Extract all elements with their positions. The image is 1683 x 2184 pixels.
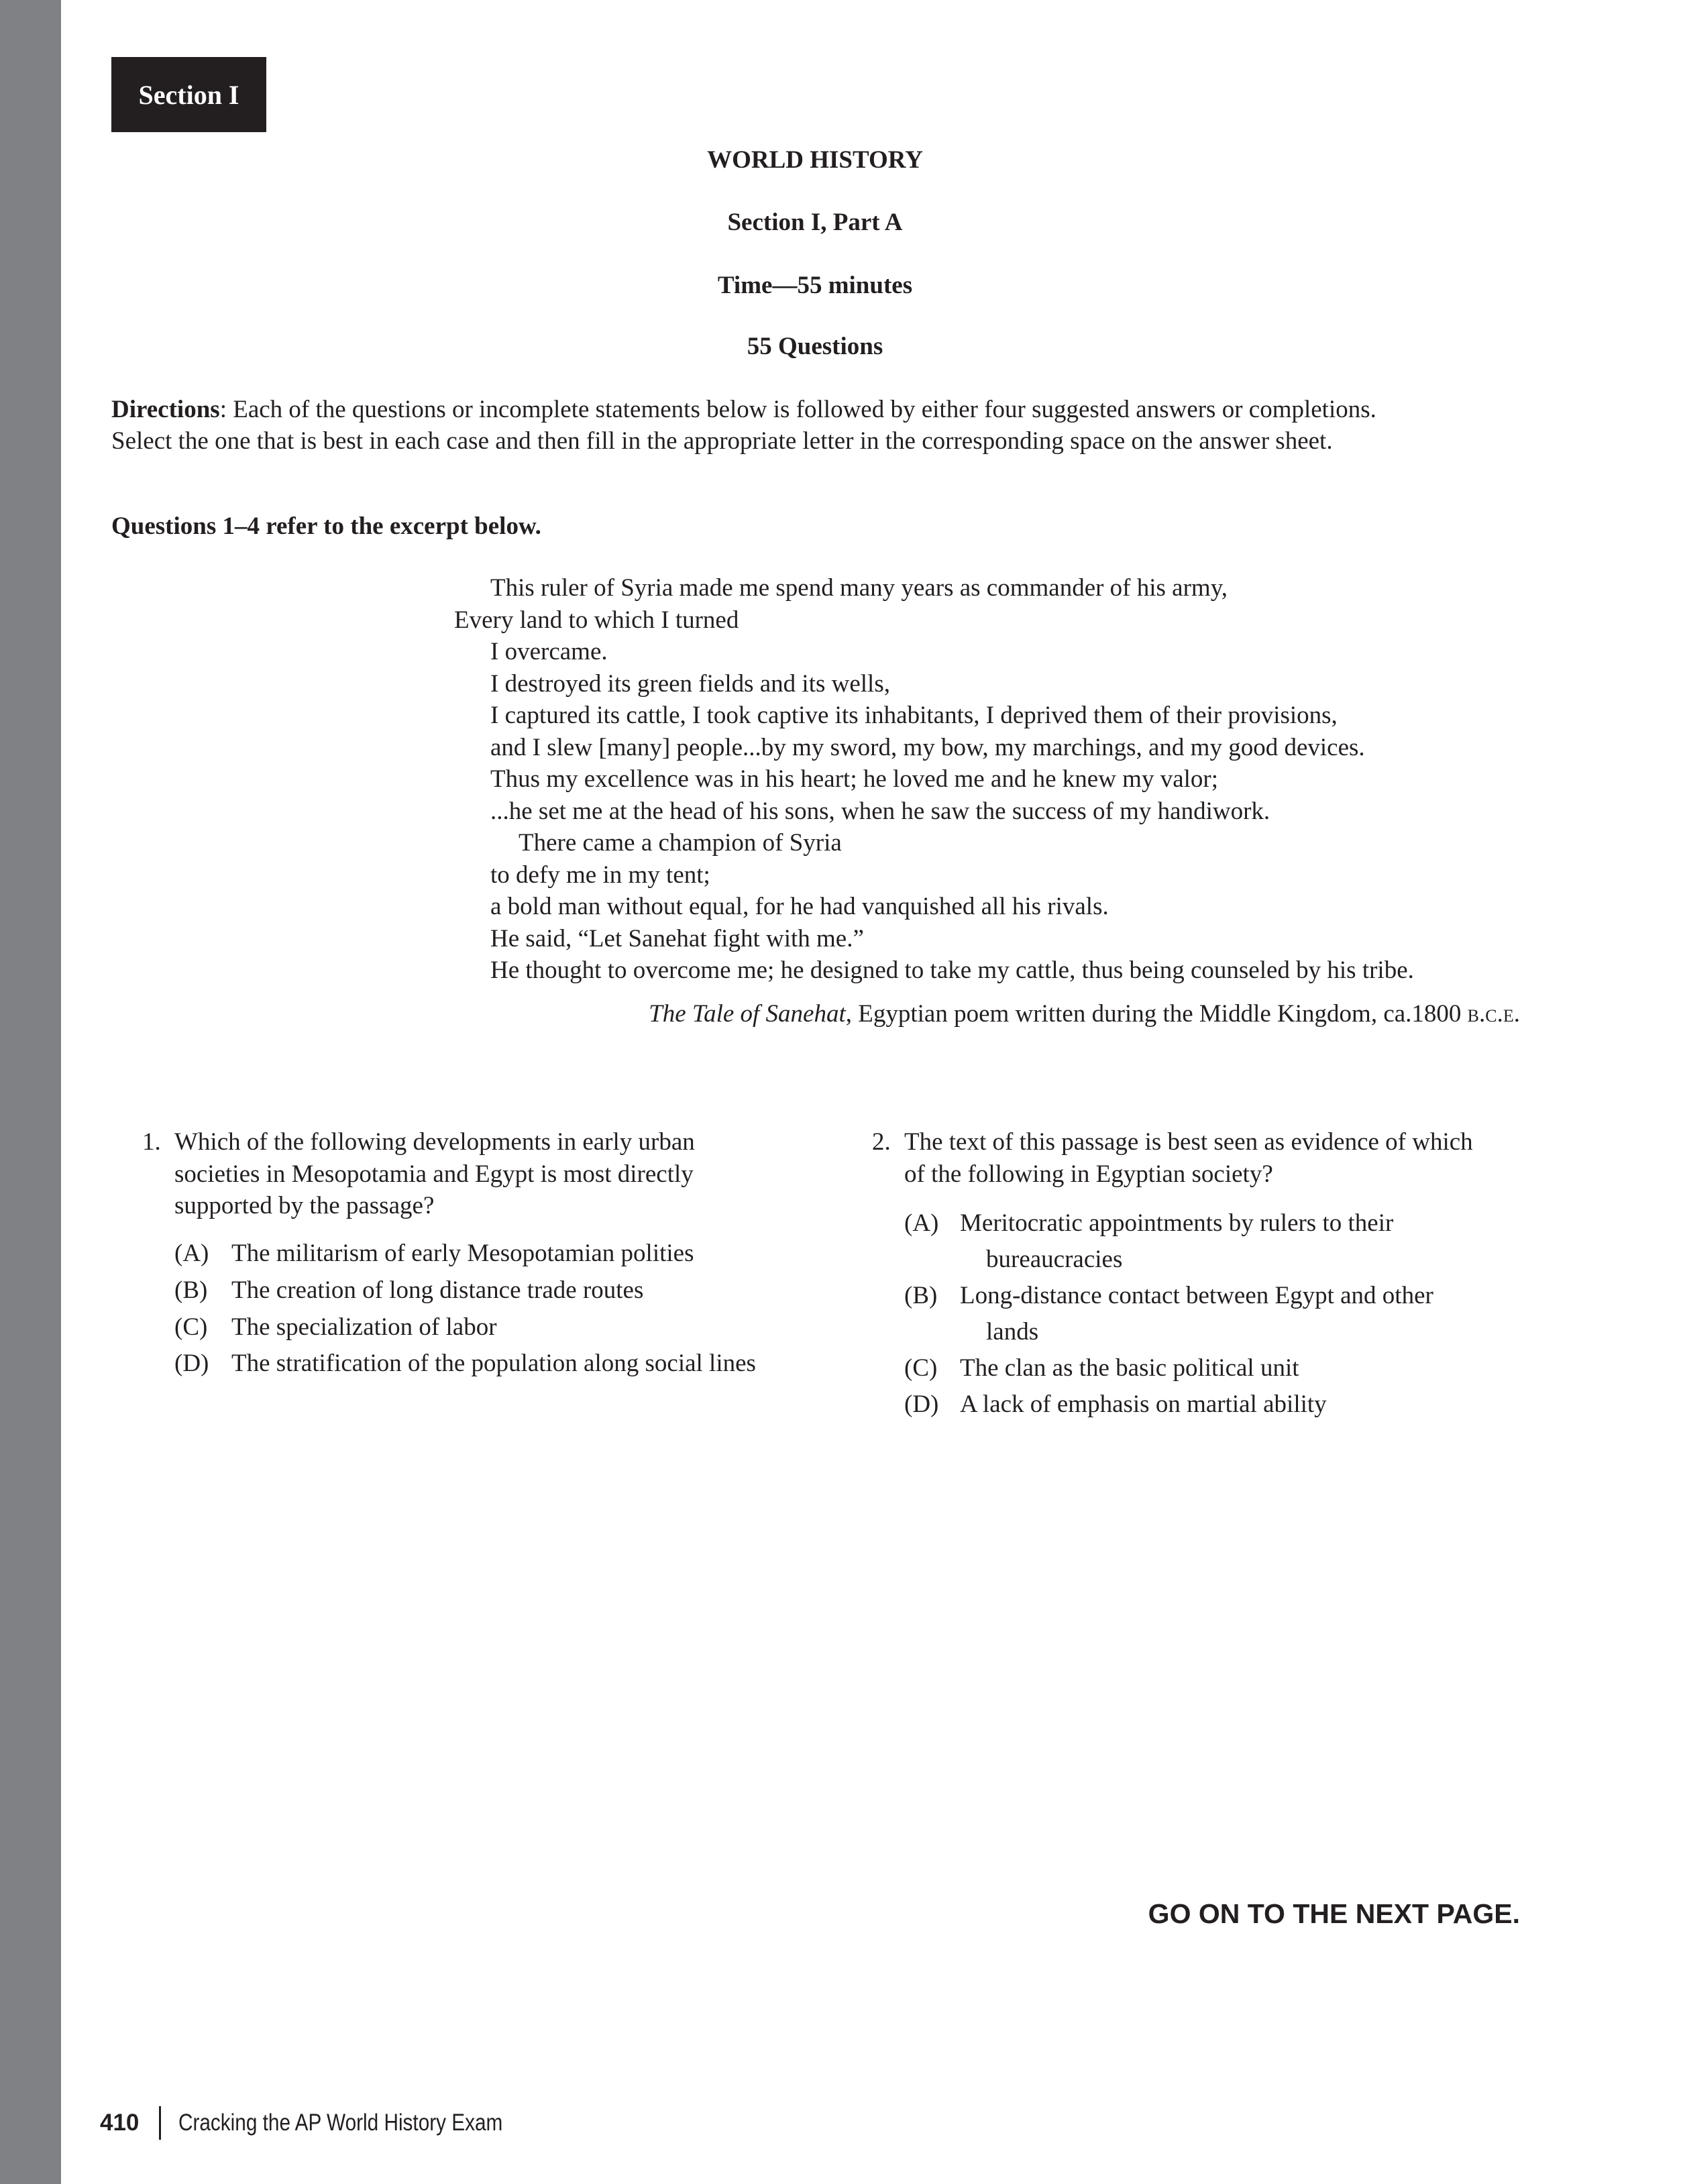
- option-letter: (A): [904, 1209, 939, 1237]
- poem-line: a bold man without equal, for he had vanquished all his rivals.: [490, 893, 1109, 920]
- go-on-notice: GO ON TO THE NEXT PAGE.: [1148, 1898, 1520, 1929]
- option-text: Long-distance contact between Egypt and other: [960, 1282, 1433, 1309]
- option-letter: (A): [174, 1240, 209, 1267]
- source-description: , Egyptian poem written during the Middle Kingdom, ca.1800: [845, 1000, 1468, 1028]
- option-text: The clan as the basic political unit: [960, 1354, 1299, 1382]
- question-text: The text of this passage is best seen as evidence of which: [904, 1128, 1473, 1156]
- option-text: Meritocratic appointments by rulers to their: [960, 1209, 1394, 1237]
- question-number: 2.: [872, 1128, 891, 1156]
- option-text: The stratification of the population along social lines: [231, 1350, 756, 1377]
- poem-line: He thought to overcome me; he designed to take my cattle, thus being counseled by his tribe.: [490, 957, 1414, 984]
- poem-line: and I slew [many] people...by my sword, my bow, my marchings, and my good devices.: [490, 734, 1365, 761]
- option-text: The militarism of early Mesopotamian polities: [231, 1240, 694, 1267]
- question-number: 1.: [142, 1128, 161, 1156]
- option-letter: (B): [174, 1276, 208, 1304]
- exam-title: WORLD HISTORY: [707, 146, 923, 174]
- excerpt-intro: Questions 1–4 refer to the excerpt below.: [111, 512, 541, 540]
- poem-line: Every land to which I turned: [454, 606, 739, 634]
- option-letter: (C): [904, 1354, 938, 1382]
- book-title: Cracking the AP World History Exam: [178, 2110, 503, 2136]
- source-era: b.c.e.: [1467, 1000, 1520, 1028]
- option-text-continued: lands: [986, 1318, 1039, 1346]
- directions-line-1: [111, 394, 1376, 425]
- poem-line: ...he set me at the head of his sons, when he saw the success of my handiwork.: [490, 798, 1270, 825]
- option-letter: (C): [174, 1313, 208, 1341]
- directions-label: Directions: [111, 396, 220, 423]
- poem-line: I captured its cattle, I took captive its inhabitants, I deprived them of their provisions,: [490, 702, 1338, 729]
- directions-text: : Each of the questions or incomplete statements below is followed by either four suggested answers or completions.: [219, 396, 1376, 423]
- option-letter: (D): [904, 1390, 939, 1418]
- section-tab-label: Section I: [138, 79, 239, 110]
- question-text: supported by the passage?: [174, 1192, 435, 1219]
- part-title: Section I, Part A: [727, 209, 903, 236]
- footer-divider: [159, 2106, 161, 2140]
- page-footer: [100, 2106, 560, 2140]
- poem-line: I overcame.: [490, 638, 608, 665]
- option-text: A lack of emphasis on martial ability: [960, 1390, 1327, 1418]
- attribution: [649, 999, 1520, 1030]
- option-letter: (D): [174, 1350, 209, 1377]
- source-title: The Tale of Sanehat: [649, 1000, 846, 1028]
- poem-line: I destroyed its green fields and its wells,: [490, 670, 890, 698]
- option-text: The creation of long distance trade routes: [231, 1276, 644, 1304]
- directions-line-2: Select the one that is best in each case and then fill in the appropriate letter in the corresponding space on the answer sheet.: [111, 427, 1333, 455]
- option-text-continued: bureaucracies: [986, 1246, 1123, 1273]
- question-text: of the following in Egyptian society?: [904, 1160, 1273, 1188]
- poem-line: Thus my excellence was in his heart; he loved me and he knew my valor;: [490, 765, 1218, 793]
- poem-line: There came a champion of Syria: [519, 829, 842, 857]
- page-number: 410: [100, 2110, 140, 2136]
- option-letter: (B): [904, 1282, 938, 1309]
- poem-line: to defy me in my tent;: [490, 861, 710, 889]
- poem-line: He said, “Let Sanehat fight with me.”: [490, 925, 864, 952]
- questions-count: 55 Questions: [747, 333, 883, 360]
- question-text: Which of the following developments in early urban: [174, 1128, 695, 1156]
- option-text: The specialization of labor: [231, 1313, 497, 1341]
- section-tab: [111, 57, 266, 132]
- question-text: societies in Mesopotamia and Egypt is most directly: [174, 1160, 694, 1188]
- page-edge-bar: [0, 0, 61, 2184]
- time-title: Time—55 minutes: [717, 272, 913, 299]
- poem-line: This ruler of Syria made me spend many years as commander of his army,: [490, 574, 1228, 602]
